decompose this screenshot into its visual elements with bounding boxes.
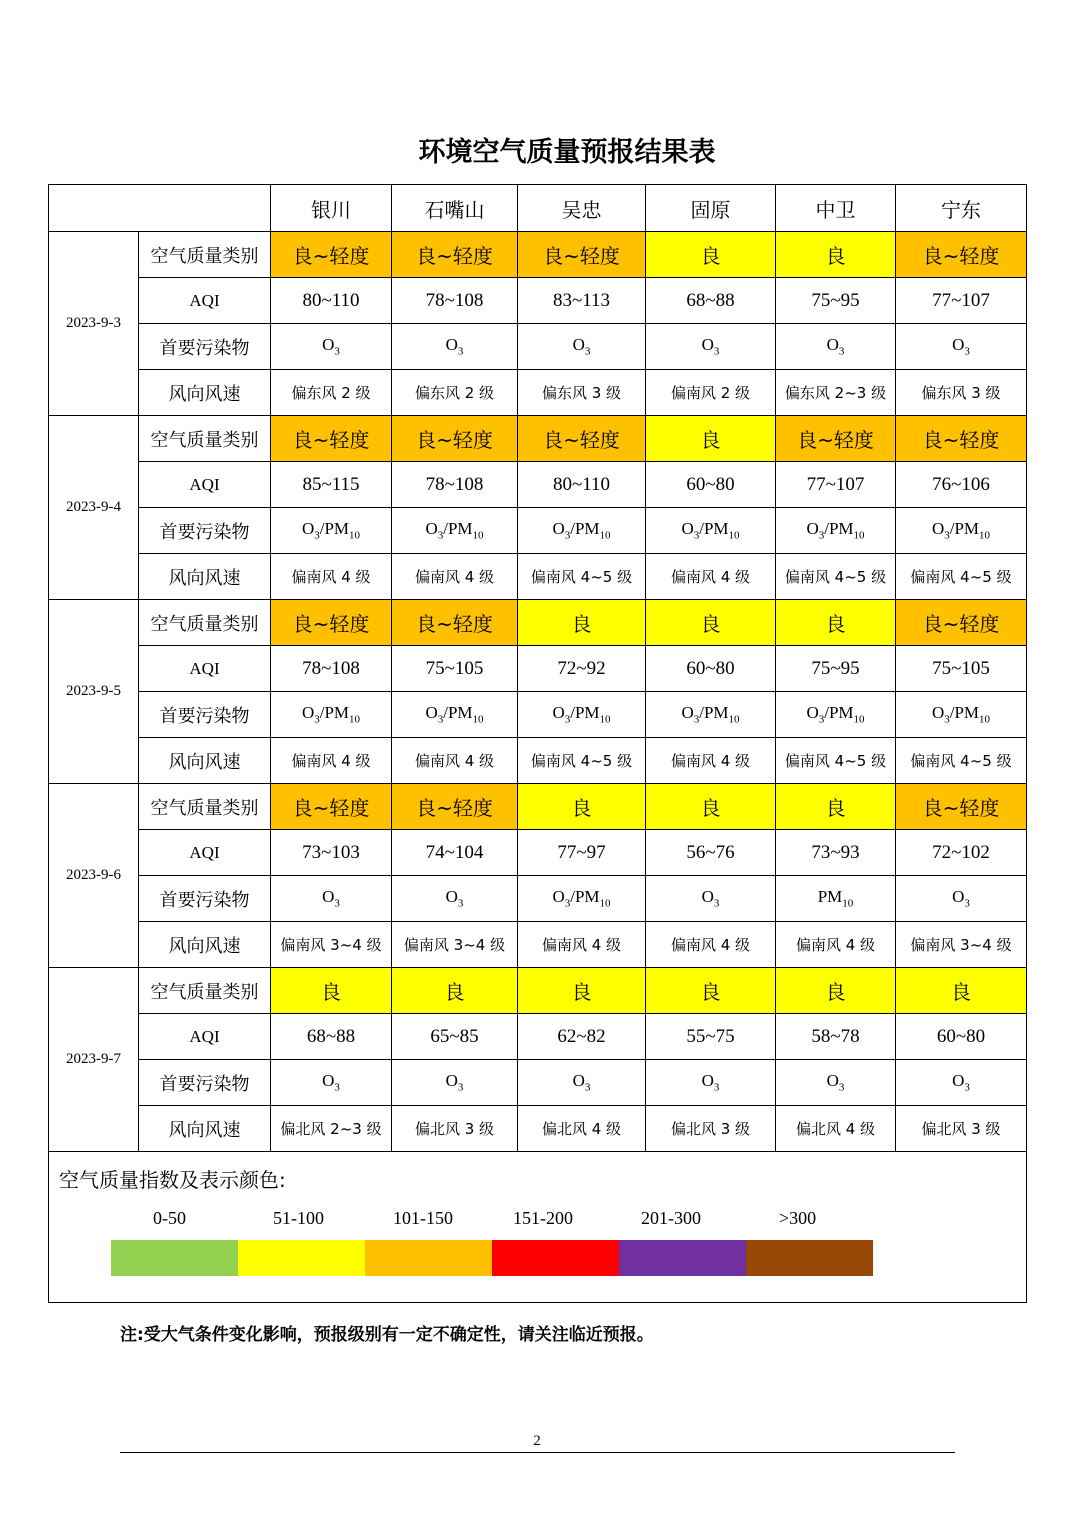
aqi-cell: 75~95 [776, 278, 896, 324]
aqi-cell: 60~80 [646, 462, 776, 508]
wind-cell: 偏南风 4~5 级 [776, 554, 896, 600]
pollutant-main: O [552, 887, 565, 907]
wind-cell: 偏东风 3 级 [518, 370, 646, 416]
pollutant-subscript: 3 [584, 345, 591, 358]
aqi-cell: 73~103 [271, 830, 392, 876]
legend-range-label: 101-150 [393, 1208, 453, 1228]
pollutant-secondary: /PM [319, 703, 350, 723]
aqi-cell: 83~113 [518, 278, 646, 324]
row-label: 空气质量类别 [139, 968, 271, 1014]
wind-cell: 偏北风 3 级 [392, 1106, 518, 1152]
pollutant-main: O [445, 887, 458, 907]
pollutant-main: O [552, 703, 565, 723]
pollutant-cell [776, 692, 896, 738]
aqi-cell: 58~78 [776, 1014, 896, 1060]
category-cell: 良 [392, 968, 518, 1014]
row-aqi [49, 462, 1027, 508]
row-label: 风向风速 [139, 370, 271, 416]
pollutant-main: O [826, 1071, 839, 1091]
pollutant-subscript: 3 [838, 1081, 845, 1094]
pollutant-cell [271, 508, 392, 554]
pollutant-secondary: /PM [699, 519, 729, 539]
wind-cell: 偏南风 4 级 [646, 922, 776, 968]
row-label: 首要污染物 [139, 692, 271, 738]
aqi-cell: 62~82 [518, 1014, 646, 1060]
aqi-cell: 72~92 [518, 646, 646, 692]
pollutant-cell [518, 508, 646, 554]
row-label: 首要污染物 [139, 1060, 271, 1106]
pollutant-cell [646, 1060, 776, 1106]
category-cell: 良~轻度 [518, 232, 646, 278]
aqi-cell: 60~80 [896, 1014, 1027, 1060]
pollutant-main: O [425, 703, 438, 723]
row-label: AQI [139, 1014, 271, 1060]
row-category [49, 232, 1027, 278]
pollutant-subscript: 10 [599, 529, 611, 542]
aqi-cell: 77~97 [518, 830, 646, 876]
row-category [49, 600, 1027, 646]
pollutant-cell [646, 324, 776, 370]
wind-cell: 偏南风 4 级 [518, 922, 646, 968]
row-pollutant [49, 1060, 1027, 1106]
aqi-cell: 65~85 [392, 1014, 518, 1060]
forecast-date: 2023-9-3 [49, 232, 139, 416]
category-cell: 良~轻度 [271, 600, 392, 646]
row-label: 风向风速 [139, 738, 271, 784]
pollutant-secondary: /PM [699, 703, 729, 723]
pollutant-subscript: 3 [693, 713, 700, 726]
pollutant-subscript: 3 [334, 1081, 340, 1094]
pollutant-main: O [681, 703, 694, 723]
category-cell: 良~轻度 [896, 784, 1027, 830]
aqi-cell: 75~95 [776, 646, 896, 692]
pollutant-secondary: /PM [949, 703, 980, 723]
aqi-cell: 55~75 [646, 1014, 776, 1060]
wind-cell: 偏南风 4~5 级 [518, 554, 646, 600]
legend-swatch [111, 1240, 238, 1276]
pollutant-main: O [826, 335, 839, 355]
pollutant-main: O [322, 1071, 335, 1091]
pollutant-subscript: 3 [314, 713, 320, 726]
pollutant-subscript: 3 [964, 897, 970, 910]
category-cell: 良~轻度 [776, 416, 896, 462]
legend-range-label: >300 [779, 1208, 817, 1228]
city-header: 石嘴山 [392, 185, 518, 232]
row-label: 首要污染物 [139, 324, 271, 370]
pollutant-main: O [301, 519, 315, 539]
legend-swatch [238, 1240, 365, 1276]
pollutant-subscript: 3 [713, 897, 720, 910]
pollutant-subscript: 10 [599, 713, 611, 726]
city-header: 银川 [271, 185, 392, 232]
pollutant-subscript: 3 [334, 345, 340, 358]
row-label: AQI [139, 646, 271, 692]
pollutant-main: O [952, 335, 965, 355]
pollutant-subscript: 10 [979, 529, 991, 542]
footer-divider [120, 1452, 955, 1453]
pollutant-main: O [806, 519, 819, 539]
row-wind [49, 1106, 1027, 1152]
pollutant-cell [271, 1060, 392, 1106]
pollutant-subscript: 10 [472, 713, 484, 726]
wind-cell: 偏南风 4 级 [392, 738, 518, 784]
legend-range-label: 51-100 [273, 1208, 324, 1228]
row-aqi [49, 278, 1027, 324]
pollutant-subscript: 3 [564, 897, 571, 910]
row-pollutant [49, 324, 1027, 370]
pollutant-main: O [572, 335, 585, 355]
wind-cell: 偏南风 4 级 [646, 738, 776, 784]
category-cell: 良 [646, 784, 776, 830]
forecast-date: 2023-9-7 [49, 968, 139, 1152]
pollutant-cell [518, 692, 646, 738]
wind-cell: 偏南风 2 级 [646, 370, 776, 416]
pollutant-cell [896, 508, 1027, 554]
city-header: 吴忠 [518, 185, 646, 232]
pollutant-subscript: 10 [599, 897, 611, 910]
category-cell: 良 [646, 416, 776, 462]
category-cell: 良~轻度 [392, 232, 518, 278]
aqi-cell: 78~108 [271, 646, 392, 692]
pollutant-cell [392, 324, 518, 370]
category-cell: 良~轻度 [896, 416, 1027, 462]
wind-cell: 偏南风 3~4 级 [271, 922, 392, 968]
aqi-cell: 78~108 [392, 462, 518, 508]
pollutant-main: O [681, 519, 694, 539]
row-wind [49, 922, 1027, 968]
pollutant-cell [896, 876, 1027, 922]
category-cell: 良 [646, 968, 776, 1014]
legend-swatch [365, 1240, 492, 1276]
pollutant-subscript: 3 [457, 897, 464, 910]
aqi-cell: 68~88 [271, 1014, 392, 1060]
category-cell: 良 [518, 600, 646, 646]
page-title: 环境空气质量预报结果表 [418, 137, 716, 168]
pollutant-main: O [931, 519, 945, 539]
wind-cell: 偏北风 3 级 [646, 1106, 776, 1152]
pollutant-subscript: 10 [728, 529, 740, 542]
row-label: 空气质量类别 [139, 784, 271, 830]
pollutant-subscript: 3 [314, 529, 320, 542]
legend-swatch [746, 1240, 873, 1276]
row-aqi [49, 646, 1027, 692]
pollutant-cell [896, 324, 1027, 370]
pollutant-secondary: /PM [570, 519, 600, 539]
pollutant-subscript: 3 [713, 345, 720, 358]
wind-cell: 偏南风 3~4 级 [392, 922, 518, 968]
row-category [49, 784, 1027, 830]
wind-cell: 偏北风 4 级 [518, 1106, 646, 1152]
pollutant-subscript: 3 [334, 897, 340, 910]
category-cell: 良~轻度 [518, 416, 646, 462]
aqi-cell: 85~115 [271, 462, 392, 508]
row-pollutant [49, 508, 1027, 554]
legend-color-bar [111, 1240, 873, 1276]
pollutant-subscript: 3 [437, 529, 444, 542]
pollutant-subscript: 10 [349, 713, 361, 726]
aqi-cell: 68~88 [646, 278, 776, 324]
wind-cell: 偏北风 2~3 级 [271, 1106, 392, 1152]
pollutant-main: O [425, 519, 438, 539]
row-wind [49, 738, 1027, 784]
pollutant-secondary: /PM [570, 703, 600, 723]
row-label: 空气质量类别 [139, 232, 271, 278]
pollutant-cell [896, 1060, 1027, 1106]
city-header: 宁东 [896, 185, 1027, 232]
wind-cell: 偏南风 4~5 级 [896, 554, 1027, 600]
aqi-legend [49, 1152, 1027, 1303]
category-cell: 良~轻度 [271, 232, 392, 278]
page-number: 2 [533, 1433, 541, 1449]
pollutant-subscript: 3 [818, 529, 825, 542]
category-cell: 良~轻度 [392, 784, 518, 830]
row-pollutant [49, 876, 1027, 922]
legend-labels [111, 1208, 873, 1230]
wind-cell: 偏东风 2~3 级 [776, 370, 896, 416]
pollutant-cell [646, 876, 776, 922]
pollutant-subscript: 10 [472, 529, 484, 542]
aqi-cell: 73~93 [776, 830, 896, 876]
pollutant-cell [392, 508, 518, 554]
pollutant-subscript: 3 [564, 529, 571, 542]
wind-cell: 偏南风 4 级 [392, 554, 518, 600]
forecast-date: 2023-9-5 [49, 600, 139, 784]
category-cell: 良 [896, 968, 1027, 1014]
aqi-cell: 56~76 [646, 830, 776, 876]
row-label: AQI [139, 830, 271, 876]
city-header: 固原 [646, 185, 776, 232]
pollutant-subscript: 3 [457, 1081, 464, 1094]
row-wind [49, 370, 1027, 416]
category-cell: 良 [271, 968, 392, 1014]
aqi-cell: 75~105 [896, 646, 1027, 692]
pollutant-subscript: 10 [853, 713, 865, 726]
wind-cell: 偏北风 4 级 [776, 1106, 896, 1152]
category-cell: 良 [776, 784, 896, 830]
pollutant-cell [271, 692, 392, 738]
aqi-cell: 60~80 [646, 646, 776, 692]
header-corner [49, 185, 271, 232]
pollutant-subscript: 3 [964, 345, 970, 358]
row-wind [49, 554, 1027, 600]
category-cell: 良 [646, 600, 776, 646]
pollutant-cell [776, 508, 896, 554]
pollutant-subscript: 10 [853, 529, 865, 542]
pollutant-main: O [301, 703, 315, 723]
category-cell: 良 [518, 784, 646, 830]
aqi-cell: 72~102 [896, 830, 1027, 876]
forecast-table [48, 184, 1027, 1303]
pollutant-cell [392, 1060, 518, 1106]
row-label: 风向风速 [139, 554, 271, 600]
row-label: 风向风速 [139, 1106, 271, 1152]
pollutant-main: O [931, 703, 945, 723]
pollutant-subscript: 3 [944, 529, 950, 542]
category-cell: 良 [518, 968, 646, 1014]
pollutant-subscript: 3 [564, 713, 571, 726]
legend-row [49, 1152, 1027, 1303]
wind-cell: 偏南风 4~5 级 [776, 738, 896, 784]
legend-range-label: 151-200 [513, 1208, 573, 1228]
pollutant-secondary: /PM [443, 519, 473, 539]
aqi-cell: 80~110 [271, 278, 392, 324]
wind-cell: 偏南风 4~5 级 [518, 738, 646, 784]
pollutant-secondary: /PM [949, 519, 980, 539]
aqi-cell: 74~104 [392, 830, 518, 876]
pollutant-subscript: 10 [979, 713, 991, 726]
category-cell: 良 [776, 600, 896, 646]
pollutant-main: O [806, 703, 819, 723]
pollutant-subscript: 3 [437, 713, 444, 726]
wind-cell: 偏东风 2 级 [271, 370, 392, 416]
forecast-date: 2023-9-6 [49, 784, 139, 968]
legend-range-label: 0-50 [153, 1208, 186, 1228]
aqi-cell: 77~107 [896, 278, 1027, 324]
pollutant-cell [392, 692, 518, 738]
pollutant-subscript: 10 [842, 897, 854, 910]
pollutant-subscript: 3 [964, 1081, 970, 1094]
wind-cell: 偏东风 3 级 [896, 370, 1027, 416]
wind-cell: 偏东风 2 级 [392, 370, 518, 416]
pollutant-secondary: /PM [319, 519, 350, 539]
aqi-cell: 78~108 [392, 278, 518, 324]
row-label: 风向风速 [139, 922, 271, 968]
pollutant-main: O [445, 1071, 458, 1091]
pollutant-cell [776, 876, 896, 922]
pollutant-secondary: /PM [824, 703, 854, 723]
row-label: 首要污染物 [139, 508, 271, 554]
wind-cell: 偏南风 4 级 [776, 922, 896, 968]
pollutant-main: O [952, 887, 965, 907]
row-pollutant [49, 692, 1027, 738]
pollutant-main: O [952, 1071, 965, 1091]
category-cell: 良 [646, 232, 776, 278]
pollutant-cell [271, 876, 392, 922]
pollutant-cell [518, 876, 646, 922]
pollutant-main: O [701, 1071, 714, 1091]
category-cell: 良~轻度 [896, 232, 1027, 278]
pollutant-cell [392, 876, 518, 922]
pollutant-secondary: /PM [570, 887, 600, 907]
row-category [49, 416, 1027, 462]
pollutant-cell [271, 324, 392, 370]
pollutant-subscript: 10 [349, 529, 361, 542]
pollutant-subscript: 3 [693, 529, 700, 542]
row-label: AQI [139, 278, 271, 324]
category-cell: 良~轻度 [896, 600, 1027, 646]
header-row [49, 185, 1027, 232]
wind-cell: 偏南风 4~5 级 [896, 738, 1027, 784]
disclaimer-note: 注:受大气条件变化影响，预报级别有一定不确定性，请关注临近预报。 [120, 1325, 654, 1345]
pollutant-cell [518, 324, 646, 370]
wind-cell: 偏南风 3~4 级 [896, 922, 1027, 968]
aqi-cell: 76~106 [896, 462, 1027, 508]
aqi-cell: 75~105 [392, 646, 518, 692]
legend-range-label: 201-300 [641, 1208, 701, 1228]
pollutant-main: O [322, 887, 335, 907]
category-cell: 良 [776, 968, 896, 1014]
category-cell: 良~轻度 [271, 416, 392, 462]
pollutant-cell [776, 1060, 896, 1106]
row-label: 空气质量类别 [139, 416, 271, 462]
pollutant-secondary: /PM [443, 703, 473, 723]
category-cell: 良 [776, 232, 896, 278]
pollutant-main: O [572, 1071, 585, 1091]
pollutant-main: O [322, 335, 335, 355]
row-label: AQI [139, 462, 271, 508]
legend-swatch [619, 1240, 746, 1276]
legend-title: 空气质量指数及表示颜色: [59, 1168, 286, 1192]
aqi-cell: 80~110 [518, 462, 646, 508]
pollutant-secondary: /PM [824, 519, 854, 539]
pollutant-main: O [552, 519, 565, 539]
pollutant-main: PM [817, 887, 843, 907]
forecast-date: 2023-9-4 [49, 416, 139, 600]
pollutant-subscript: 3 [584, 1081, 591, 1094]
category-cell: 良~轻度 [271, 784, 392, 830]
pollutant-subscript: 10 [728, 713, 740, 726]
row-category [49, 968, 1027, 1014]
category-cell: 良~轻度 [392, 600, 518, 646]
pollutant-main: O [701, 887, 714, 907]
row-aqi [49, 830, 1027, 876]
category-cell: 良~轻度 [392, 416, 518, 462]
pollutant-subscript: 3 [818, 713, 825, 726]
wind-cell: 偏南风 4 级 [271, 738, 392, 784]
pollutant-cell [646, 692, 776, 738]
pollutant-subscript: 3 [457, 345, 464, 358]
pollutant-subscript: 3 [944, 713, 950, 726]
city-header: 中卫 [776, 185, 896, 232]
pollutant-cell [896, 692, 1027, 738]
pollutant-main: O [445, 335, 458, 355]
wind-cell: 偏南风 4 级 [646, 554, 776, 600]
wind-cell: 偏南风 4 级 [271, 554, 392, 600]
row-label: 首要污染物 [139, 876, 271, 922]
aqi-cell: 77~107 [776, 462, 896, 508]
pollutant-cell [518, 1060, 646, 1106]
wind-cell: 偏北风 3 级 [896, 1106, 1027, 1152]
pollutant-subscript: 3 [713, 1081, 720, 1094]
row-label: 空气质量类别 [139, 600, 271, 646]
pollutant-cell [646, 508, 776, 554]
pollutant-main: O [701, 335, 714, 355]
row-aqi [49, 1014, 1027, 1060]
pollutant-subscript: 3 [838, 345, 845, 358]
pollutant-cell [776, 324, 896, 370]
legend-swatch [492, 1240, 619, 1276]
